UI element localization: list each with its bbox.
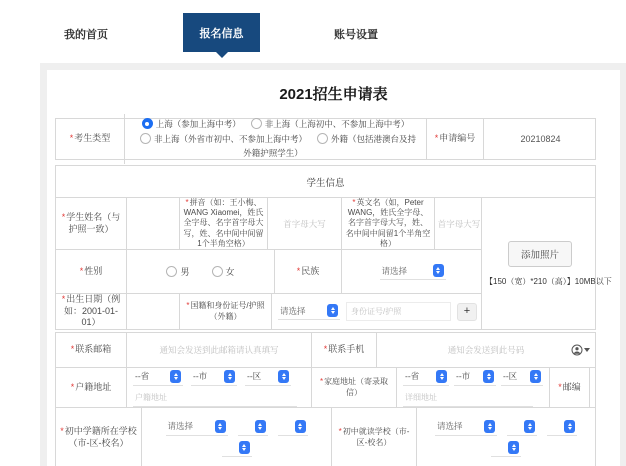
tab-registration-label: 报名信息 — [199, 27, 244, 40]
city-placeholder: --市 — [193, 371, 208, 381]
nationality-id-cell — [271, 294, 483, 329]
select-stepper-icon[interactable] — [295, 420, 306, 433]
select-placeholder: 请选择 — [167, 421, 194, 431]
school-attend-selects — [416, 408, 595, 466]
select-placeholder: 请选择 — [381, 265, 408, 276]
tab-account-settings[interactable]: 账号设置 — [334, 29, 378, 41]
home-address-label-text: 家庭地址（寄录取信） — [324, 377, 389, 397]
select-stepper-icon[interactable] — [484, 420, 495, 433]
city-placeholder: --市 — [456, 371, 471, 381]
page-title: 2021招生申请表 — [279, 86, 388, 103]
english-name-input[interactable]: 首字母大写 — [434, 198, 483, 249]
english-name-label — [341, 198, 434, 249]
radio-option-label: 非上海（上海初中、不参加上海中考） — [264, 119, 410, 130]
birth-date-label-text: 出生日期（例如：2001-01-01） — [63, 293, 121, 328]
school-attend-district-select[interactable] — [507, 419, 537, 436]
candidate-type-table — [55, 118, 596, 160]
id-number-input[interactable]: 身份证号/护照 — [346, 302, 451, 321]
mobile-label-text: 联系手机 — [328, 344, 365, 355]
ethnicity-label-text: 民族 — [301, 265, 320, 276]
radio-icon[interactable] — [251, 118, 262, 129]
select-stepper-icon[interactable] — [255, 420, 266, 433]
required-asterisk: * — [558, 381, 562, 392]
required-asterisk: * — [319, 377, 324, 387]
student-name-label-text: 学生姓名（与护照一致） — [66, 211, 121, 234]
required-asterisk: * — [61, 293, 66, 304]
tab-registration-info[interactable] — [183, 13, 260, 52]
select-stepper-icon[interactable] — [215, 420, 226, 433]
hukou-province-select[interactable] — [133, 369, 183, 386]
candidate-type-row — [56, 119, 595, 159]
hukou-district-select[interactable] — [245, 369, 291, 386]
candidate-type-options — [124, 114, 426, 163]
student-info-header-row — [56, 166, 595, 197]
gender-label — [56, 250, 126, 293]
add-id-button[interactable]: + — [457, 303, 477, 321]
school-row — [56, 407, 595, 466]
hukou-detail-input[interactable]: 户籍地址 — [133, 390, 297, 407]
district-placeholder: --区 — [247, 371, 262, 381]
select-stepper-icon[interactable] — [278, 370, 289, 383]
nationality-label-text: 国籍和身份证号/护照（外籍） — [190, 301, 265, 321]
postal-code-label — [549, 368, 589, 407]
home-detail-input[interactable]: 详细地址 — [403, 390, 533, 407]
hukou-address-cell — [126, 368, 311, 407]
ethnicity-select[interactable] — [380, 263, 446, 280]
application-no-value: 20210824 — [483, 119, 597, 159]
radio-icon[interactable] — [212, 266, 223, 277]
birth-date-label — [56, 294, 126, 329]
school-registry-district-select[interactable] — [238, 419, 268, 436]
nationality-label — [179, 294, 271, 329]
school-attend-label — [331, 408, 416, 466]
pinyin-label-text: 拼音（如：王小梅、WANG Xiaomei，姓氏全字母、名字首字母大写，姓、名中间中间留1个半角空格） — [183, 198, 264, 248]
top-tab-bar — [0, 0, 626, 63]
pinyin-label — [179, 198, 267, 249]
home-region-selects — [403, 369, 543, 386]
radio-selected-icon[interactable] — [142, 118, 153, 129]
select-stepper-icon[interactable] — [436, 370, 447, 383]
radio-icon[interactable] — [317, 133, 328, 144]
school-registry-extra-select[interactable] — [222, 440, 252, 457]
contact-address-table — [55, 332, 596, 466]
select-stepper-icon[interactable] — [224, 370, 235, 383]
radio-icon[interactable] — [140, 133, 151, 144]
province-placeholder: --省 — [135, 371, 150, 381]
school-registry-label-text: 初中学籍所在学校（市-区-校名） — [64, 425, 137, 448]
english-name-label-text: 英文名（如，Peter WANG，姓氏全字母、名字首字母大写，姓、名中间中间留1个半角空格） — [345, 198, 431, 248]
required-asterisk: * — [60, 425, 64, 436]
required-asterisk: * — [70, 344, 75, 355]
home-province-select[interactable] — [403, 369, 449, 386]
radio-option-label: 外籍（包括港澳台及持外籍护照学生） — [243, 133, 417, 159]
mobile-input[interactable] — [376, 333, 595, 367]
postal-code-label-text: 邮编 — [562, 381, 581, 392]
select-stepper-icon[interactable] — [508, 441, 519, 454]
hukou-address-label-text: 户籍地址 — [75, 381, 112, 392]
radio-option-non-shanghai-other[interactable] — [140, 134, 307, 144]
school-registry-school-select[interactable] — [278, 419, 308, 436]
home-city-select[interactable] — [454, 369, 496, 386]
select-stepper-icon[interactable] — [327, 304, 338, 317]
required-asterisk: * — [296, 265, 301, 276]
mobile-placeholder: 通知会发送到此号码 — [447, 345, 525, 355]
form-card — [47, 70, 620, 466]
home-district-select[interactable] — [501, 369, 543, 386]
chinese-name-input[interactable] — [126, 198, 179, 249]
radio-option-shanghai[interactable] — [142, 119, 241, 129]
ethnicity-label — [274, 250, 341, 293]
required-asterisk: * — [186, 301, 190, 311]
province-placeholder: --省 — [405, 371, 420, 381]
select-stepper-icon[interactable] — [239, 441, 250, 454]
candidate-type-label-text: 考生类型 — [74, 133, 111, 144]
student-info-table — [55, 165, 612, 330]
school-registry-label — [56, 408, 141, 466]
select-placeholder: 请选择 — [437, 421, 463, 431]
radio-icon[interactable] — [166, 266, 177, 277]
hukou-city-select[interactable] — [191, 369, 237, 386]
required-asterisk: * — [338, 427, 342, 437]
add-photo-button[interactable]: 添加照片 — [508, 241, 572, 267]
school-attend-selects-row1 — [435, 419, 577, 436]
home-address-label — [311, 368, 396, 407]
school-registry-selects-row1 — [166, 419, 308, 436]
hukou-region-selects — [133, 369, 291, 386]
required-asterisk: * — [352, 198, 356, 208]
birth-date-input[interactable] — [126, 294, 179, 329]
contact-autofill-icon[interactable] — [571, 344, 590, 356]
student-name-label — [56, 198, 126, 249]
radio-option-female[interactable] — [212, 265, 235, 278]
photo-upload-cell — [481, 197, 612, 329]
female-label: 女 — [225, 267, 235, 277]
active-tab-pointer-icon — [216, 52, 228, 58]
radio-option-non-shanghai-local[interactable] — [251, 119, 410, 129]
required-asterisk: * — [61, 211, 66, 222]
required-asterisk: * — [79, 265, 84, 276]
email-input[interactable]: 通知会发送到此邮箱请认真填写 — [126, 333, 311, 367]
pinyin-input[interactable]: 首字母大写 — [267, 198, 341, 249]
required-asterisk: * — [434, 133, 439, 144]
home-address-cell — [396, 368, 549, 407]
gender-options — [126, 250, 274, 293]
school-attend-city-select[interactable] — [435, 419, 497, 436]
select-stepper-icon[interactable] — [483, 370, 494, 383]
candidate-type-label — [56, 119, 124, 159]
content-background — [40, 63, 626, 466]
radio-option-label: 上海（参加上海中考） — [155, 119, 241, 130]
required-asterisk: * — [323, 344, 328, 355]
email-label-text: 联系邮箱 — [75, 344, 112, 355]
school-attend-school-select[interactable] — [547, 419, 577, 436]
mobile-label — [311, 333, 376, 367]
school-attend-extra-select[interactable] — [491, 440, 521, 457]
photo-size-note: 【150（宽）*210（高）】10MB以下 — [485, 276, 612, 286]
school-attend-label-text: 初中就读学校（市-区-校名） — [342, 427, 410, 447]
required-asterisk: * — [185, 198, 189, 208]
radio-option-label: 非上海（外省市初中、不参加上海中考） — [153, 133, 307, 144]
address-row — [56, 367, 595, 407]
hukou-address-label — [56, 368, 126, 407]
required-asterisk: * — [69, 133, 74, 144]
ethnicity-select-cell — [341, 250, 483, 293]
select-stepper-icon[interactable] — [530, 370, 541, 383]
select-placeholder: 请选择 — [280, 305, 306, 316]
chevron-down-icon — [584, 348, 590, 352]
required-asterisk: * — [70, 381, 75, 392]
select-stepper-icon[interactable] — [524, 420, 535, 433]
postal-code-input[interactable] — [589, 368, 603, 407]
school-registry-selects — [141, 408, 331, 466]
select-stepper-icon[interactable] — [433, 264, 444, 277]
contact-row — [56, 333, 595, 367]
school-registry-city-select[interactable] — [166, 419, 228, 436]
email-label — [56, 333, 126, 367]
male-label: 男 — [180, 267, 190, 277]
nationality-select[interactable] — [278, 303, 340, 320]
person-circle-icon — [571, 344, 583, 356]
tab-my-home[interactable]: 我的首页 — [64, 29, 108, 41]
student-info-section-title: 学生信息 — [306, 177, 345, 189]
gender-label-text: 性别 — [84, 265, 103, 276]
district-placeholder: --区 — [503, 371, 518, 381]
application-no-label-text: 申请编号 — [439, 133, 476, 144]
select-stepper-icon[interactable] — [170, 370, 181, 383]
application-no-label — [426, 119, 483, 159]
select-stepper-icon[interactable] — [564, 420, 575, 433]
radio-option-male[interactable] — [166, 265, 189, 278]
